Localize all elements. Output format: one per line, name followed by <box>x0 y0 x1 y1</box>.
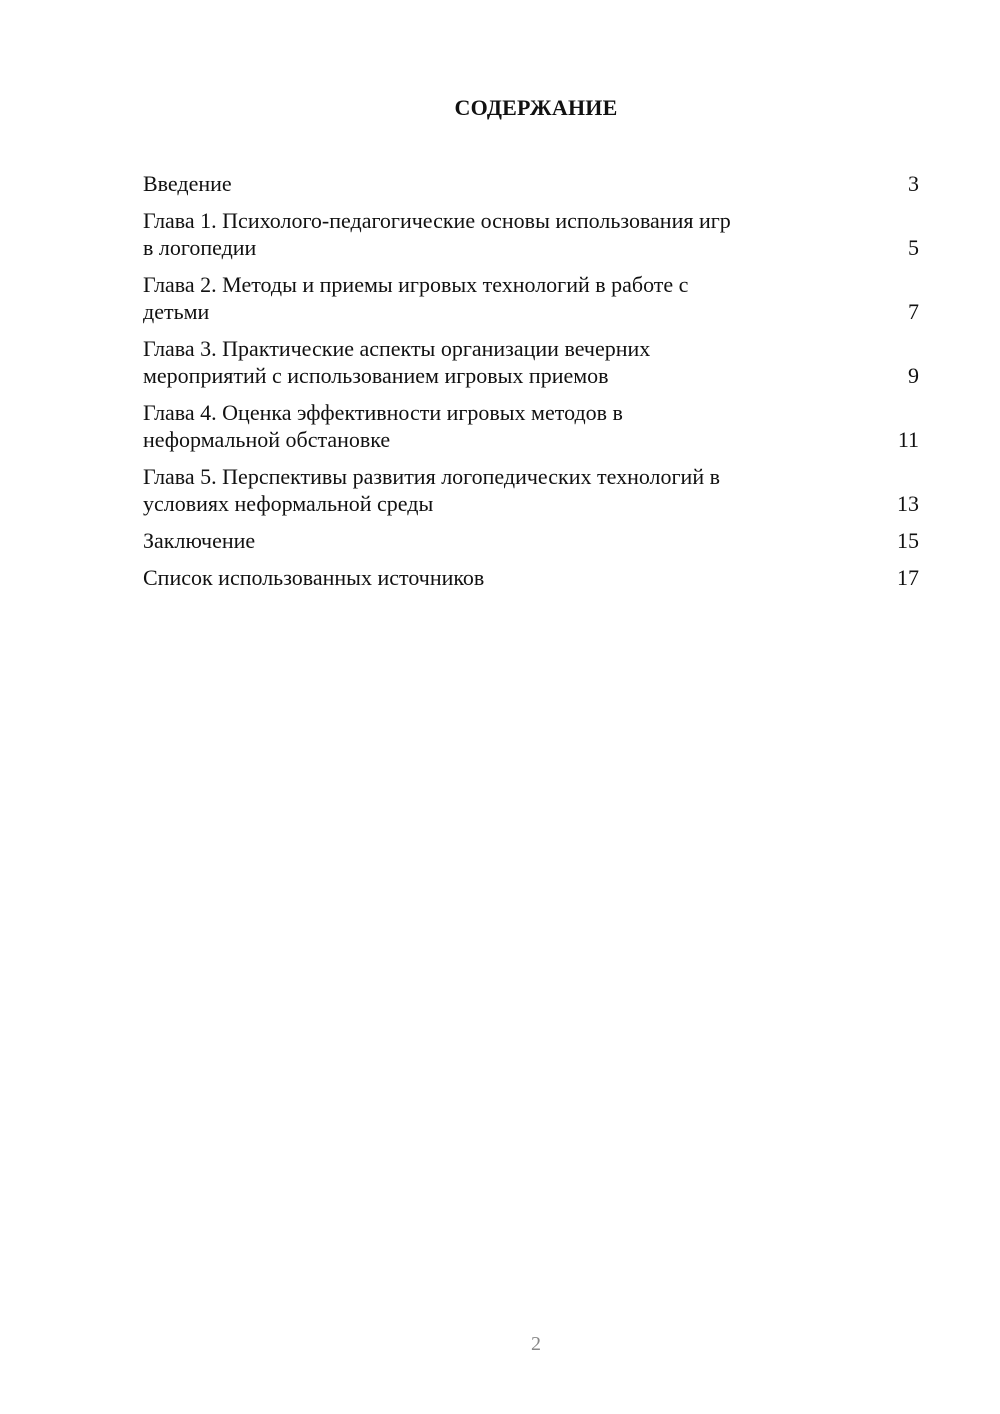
toc-entry-text <box>143 170 232 197</box>
toc-entry-text <box>143 463 720 517</box>
toc-entry-line: Заключение <box>143 528 256 553</box>
toc-entry-chapter-3 <box>143 335 919 389</box>
toc-entry-text <box>143 564 484 591</box>
toc-entry-text <box>143 399 623 453</box>
toc-entry-line: условиях неформальной среды <box>143 491 434 516</box>
toc-entry-line: детьми <box>143 299 210 324</box>
toc-entry-page: 11 <box>897 427 919 452</box>
toc-entry-page: 7 <box>908 299 919 324</box>
toc-entry-text <box>143 527 255 554</box>
toc-entry-chapter-2 <box>143 271 919 325</box>
toc-entry-line: Глава 1. Психолого-педагогические основы использования игр <box>143 208 731 233</box>
toc-entry-chapter-5 <box>143 463 919 517</box>
toc-entry-page: 3 <box>908 171 919 196</box>
toc-entry-page: 13 <box>897 491 919 516</box>
toc-entry-chapter-4 <box>143 399 919 453</box>
toc-entry-page: 5 <box>908 235 919 260</box>
toc-entry-text <box>143 207 731 261</box>
toc-entry-page: 15 <box>897 528 919 553</box>
toc-entry-page: 9 <box>908 363 919 388</box>
toc-title: СОДЕРЖАНИЕ <box>454 95 618 120</box>
toc-entry-line: неформальной обстановке <box>143 427 391 452</box>
toc-entry-text <box>143 271 688 325</box>
toc-entry-chapter-1 <box>143 207 919 261</box>
toc-entry-line: Список использованных источников <box>143 565 485 590</box>
toc-entry-line: мероприятий с использованием игровых приемов <box>143 363 609 388</box>
toc-entry-conclusion <box>143 527 919 554</box>
toc-entry-line: Глава 4. Оценка эффективности игровых методов в <box>143 400 623 425</box>
table-of-contents <box>143 170 919 601</box>
toc-entry-page: 17 <box>897 565 919 590</box>
toc-entry-text <box>143 335 650 389</box>
toc-entry-line: в логопедии <box>143 235 257 260</box>
toc-entry-line: Глава 3. Практические аспекты организации вечерних <box>143 336 651 361</box>
toc-entry-line: Глава 2. Методы и приемы игровых технологий в работе с <box>143 272 689 297</box>
toc-entry-line: Введение <box>143 171 232 196</box>
toc-entry-line: Глава 5. Перспективы развития логопедических технологий в <box>143 464 720 489</box>
page-number: 2 <box>531 1333 541 1355</box>
toc-entry-references <box>143 564 919 591</box>
toc-entry-introduction <box>143 170 919 197</box>
